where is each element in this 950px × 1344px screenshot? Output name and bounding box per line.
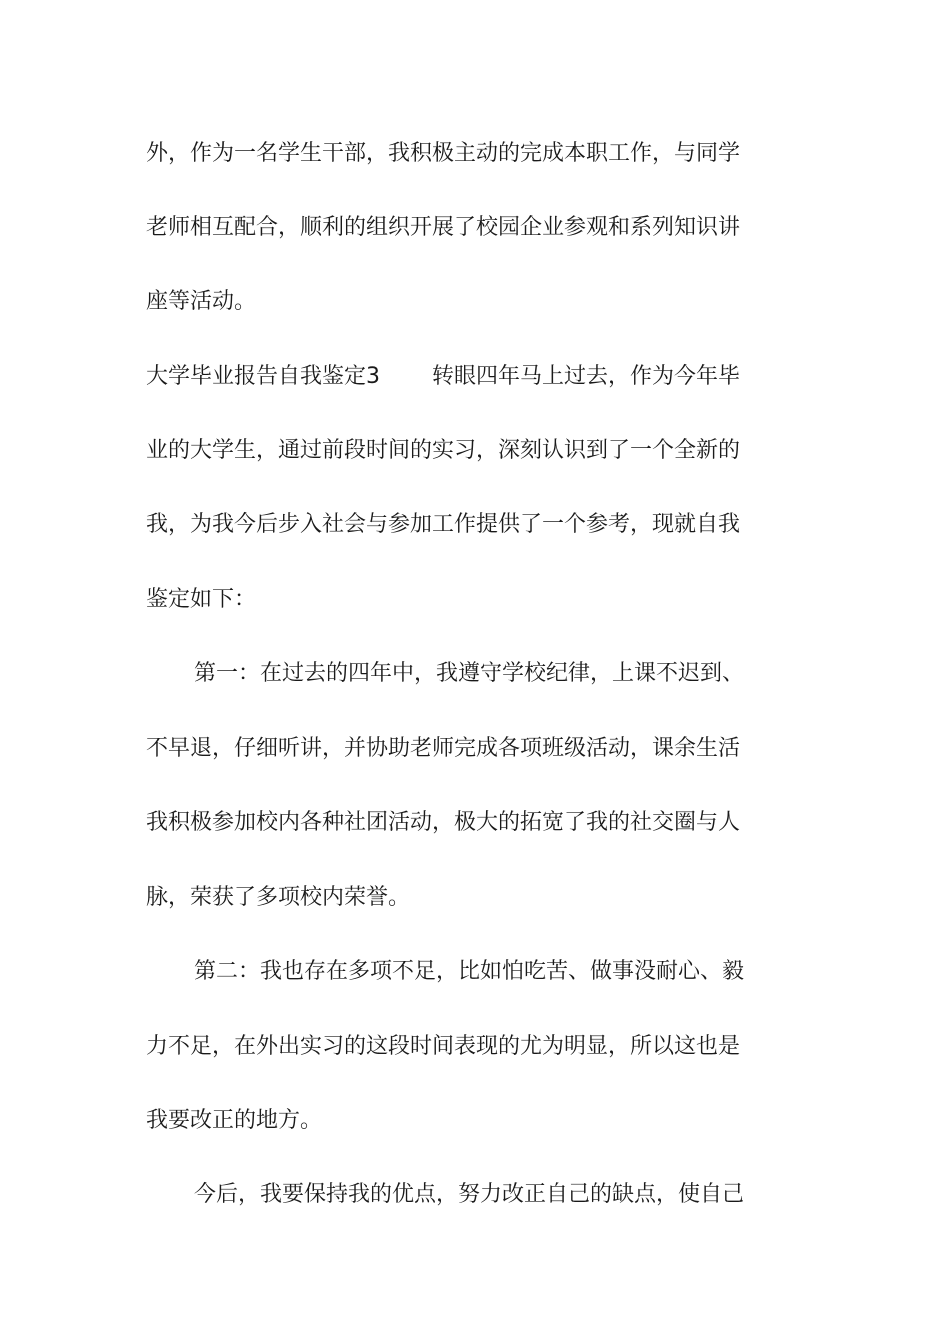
paragraph-line: 我要改正的地方。 xyxy=(146,1108,323,1133)
paragraph-line: 今后，我要保持我的优点，努力改正自己的缺点，使自己 xyxy=(194,1182,745,1207)
section-heading-line xyxy=(146,357,806,397)
section-intro: 转眼四年马上过去，作为今年毕 xyxy=(432,364,741,389)
paragraph-line: 外，作为一名学生干部，我积极主动的完成本职工作，与同学 xyxy=(146,141,741,166)
paragraph-line: 我，为我今后步入社会与参加工作提供了一个参考，现就自我 xyxy=(146,512,741,537)
paragraph-line: 第一：在过去的四年中，我遵守学校纪律，上课不迟到、 xyxy=(194,661,745,686)
paragraph-line: 力不足，在外出实习的这段时间表现的尤为明显，所以这也是 xyxy=(146,1034,741,1059)
paragraph-line: 不早退，仔细听讲，并协助老师完成各项班级活动，课余生活 xyxy=(146,736,741,761)
paragraph-line: 鉴定如下： xyxy=(146,587,257,612)
section-title: 大学毕业报告自我鉴定3 xyxy=(146,364,380,389)
paragraph-line: 业的大学生，通过前段时间的实习，深刻认识到了一个全新的 xyxy=(146,438,741,463)
paragraph-line: 老师相互配合，顺利的组织开展了校园企业参观和系列知识讲 xyxy=(146,215,741,240)
paragraph-line: 脉，荣获了多项校内荣誉。 xyxy=(146,885,411,910)
paragraph-line: 我积极参加校内各种社团活动，极大的拓宽了我的社交圈与人 xyxy=(146,810,741,835)
paragraph-line: 座等活动。 xyxy=(146,289,257,314)
paragraph-line: 第二：我也存在多项不足，比如怕吃苦、做事没耐心、毅 xyxy=(194,959,745,984)
